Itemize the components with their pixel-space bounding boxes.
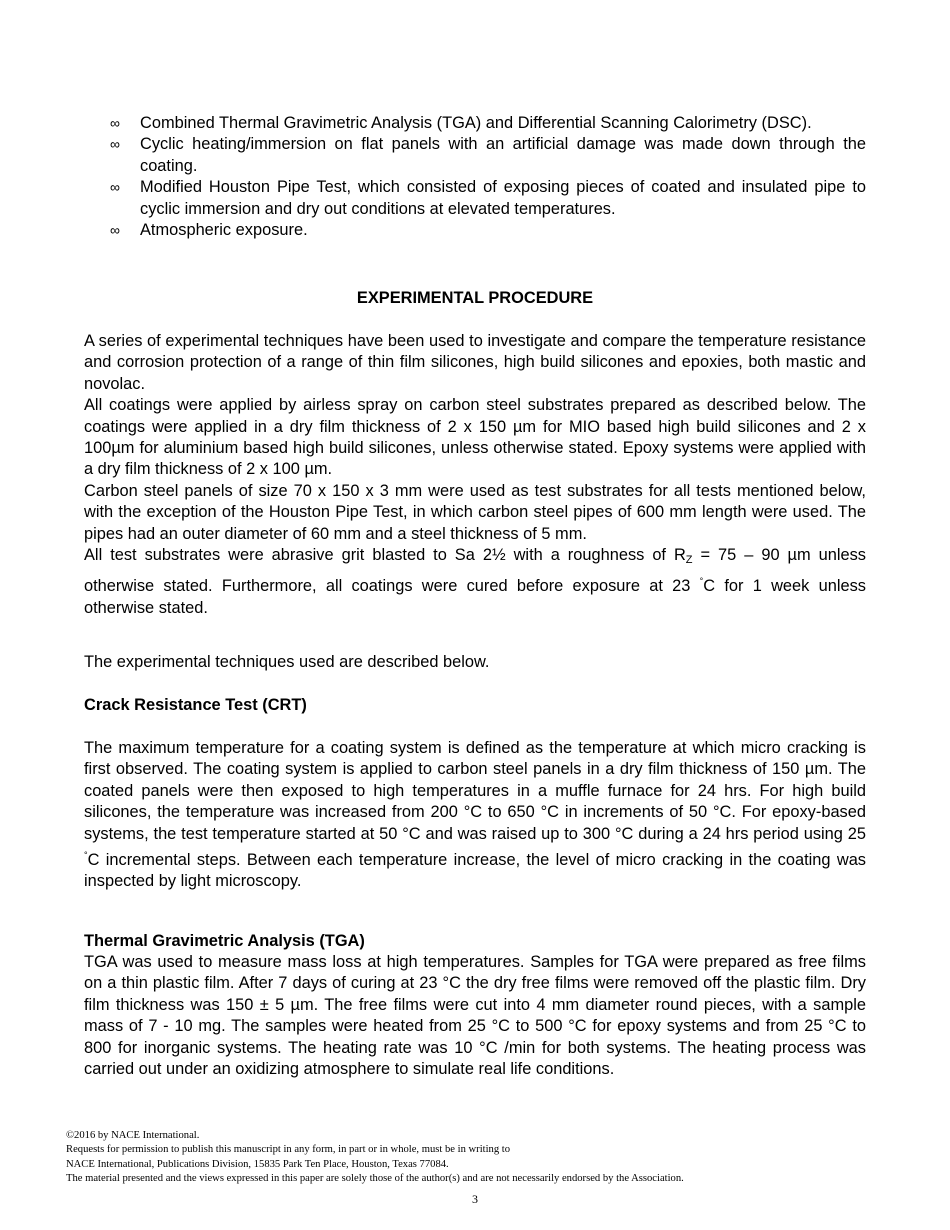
- bullet-item-tga-dsc: [84, 113, 866, 134]
- exp-paragraph-2: All coatings were applied by airless spray on carbon steel substrates prepared as described below. The coatings were applied in a dry film thickness of 2 x 150 µm for MIO based high build silicones and 2 x 100µm for aluminium based high build silicones, unless otherwise stated. Epoxy systems were applied with a dry film thickness of 2 x 100 µm.: [84, 396, 866, 479]
- experimental-procedure-section: [84, 331, 866, 619]
- exp-paragraph-3: Carbon steel panels of size 70 x 150 x 3 mm were used as test substrates for all tests mentioned below, with the exception of the Houston Pipe Test, in which carbon steel pipes of 600 mm length were used. The pipes had an outer diameter of 60 mm and a steel thickness of 5 mm.: [84, 481, 866, 543]
- footer-permission: Requests for permission to publish this manuscript in any form, in part or in whole, must be in writing to: [66, 1144, 511, 1156]
- bullet-item-atmospheric: [84, 220, 866, 241]
- crt-heading: Crack Resistance Test (CRT): [84, 696, 307, 714]
- exp-paragraph-4: All test substrates were abrasive grit blasted to Sa 2½ with a roughness of $R_Z = 75 - 90$ µm unless otherwise stated. Furthermore, all coatings were cured before exposure at 23 °C for 1 week unless otherwise stated.: [84, 546, 866, 617]
- bullet-item-cyclic-heating: [84, 134, 866, 177]
- bullet-text: Combined Thermal Gravimetric Analysis (TGA) and Differential Scanning Calorimetry (DSC).: [140, 114, 812, 132]
- tga-heading: Thermal Gravimetric Analysis (TGA): [84, 932, 365, 950]
- tga-section: [84, 952, 866, 1080]
- techniques-intro: The experimental techniques used are described below.: [84, 653, 490, 671]
- degree-superscript: °: [699, 576, 704, 587]
- crt-paragraph: The maximum temperature for a coating system is defined as the temperature at which micro cracking is first observed. The coating system is applied to carbon steel panels in a dry film thickness of 150 µm. The coated panels were then exposed to high temperatures in a muffle furnace for 24 hrs. For high build silicones, the temperature was increased from 200 °C to 650 °C in increments of 50 °C. For epoxy-based systems, the test temperature started at 50 °C and was raised up to 300 °C during a 24 hrs period using 25 °C incremental steps. Between each temperature increase, the level of micro cracking in the coating was inspected by light microscopy.: [84, 739, 866, 891]
- bullet-text: Modified Houston Pipe Test, which consisted of exposing pieces of coated and insulated pipe to cyclic immersion and dry out conditions at elevated temperatures.: [140, 178, 866, 218]
- copyright-footer: [66, 1129, 886, 1186]
- footer-address: NACE International, Publications Division, 15835 Park Ten Place, Houston, Texas 77084.: [66, 1158, 449, 1170]
- footer-copyright: ©2016 by NACE International.: [66, 1130, 200, 1141]
- bullet-item-houston-pipe: [84, 177, 866, 220]
- infinity-bullet-icon: ∞: [110, 179, 120, 196]
- degree-superscript: °: [84, 850, 88, 861]
- infinity-bullet-icon: ∞: [110, 222, 120, 239]
- roughness-subscript: Z: [685, 554, 693, 567]
- page-number: 3: [472, 1192, 478, 1206]
- footer-disclaimer: The material presented and the views expressed in this paper are solely those of the author(s) and are not necessarily endorsed by the Association.: [66, 1172, 684, 1184]
- bullet-text: Cyclic heating/immersion on flat panels with an artificial damage was made down through the coating.: [140, 135, 866, 175]
- infinity-bullet-icon: ∞: [110, 136, 120, 153]
- experimental-procedure-heading: EXPERIMENTAL PROCEDURE: [356, 289, 594, 307]
- crt-section: [84, 738, 866, 893]
- method-bullet-list: [84, 113, 866, 241]
- bullet-text: Atmospheric exposure.: [140, 221, 308, 240]
- infinity-bullet-icon: ∞: [110, 115, 120, 131]
- exp-paragraph-1: A series of experimental techniques have been used to investigate and compare the temperature resistance and corrosion protection of a range of thin film silicones, high build silicones and epoxies, both mastic and novolac.: [84, 332, 866, 393]
- tga-paragraph: TGA was used to measure mass loss at high temperatures. Samples for TGA were prepared as free films on a thin plastic film. After 7 days of curing at 23 °C the dry free films were removed off the plastic film. Dry film thickness was 150 ± 5 µm. The free films were cut into 4 mm diameter round pieces, with a sample mass of 7 - 10 mg. The samples were heated from 25 °C to 500 °C for epoxy systems and from 25 °C to 800 for inorganic systems. The heating rate was 10 °C /min for both systems. The heating process was carried out under an oxidizing atmosphere to simulate real life conditions.: [84, 953, 866, 1079]
